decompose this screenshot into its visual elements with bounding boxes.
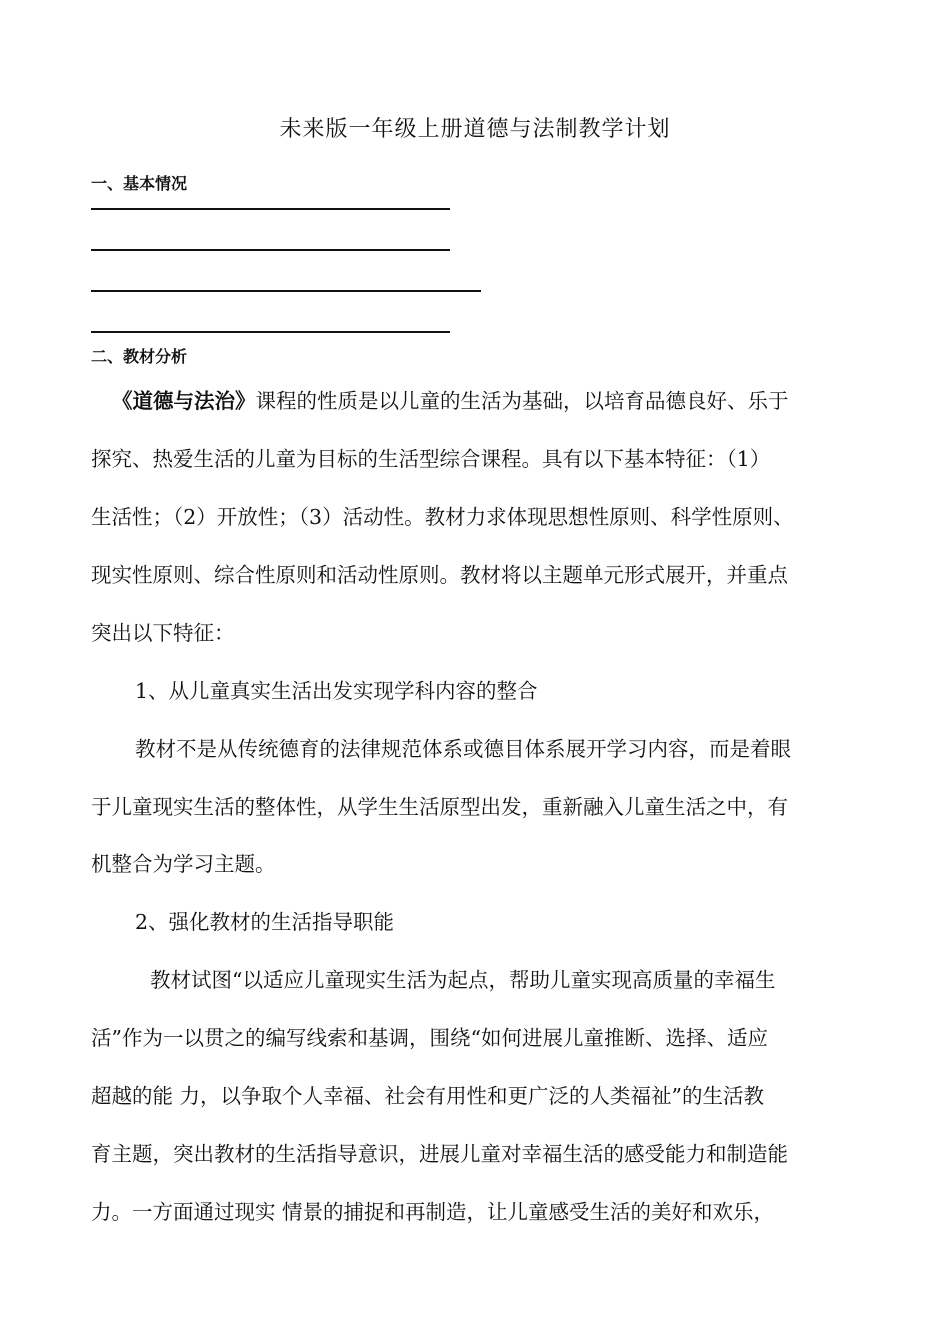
blank-fill-line xyxy=(91,290,481,292)
paragraph-line: 教材试图“以适应儿童现实生活为起点，帮助儿童实现高质量的幸福生 xyxy=(150,968,776,992)
paragraph-line: 教材不是从传统德育的法律规范体系或德目体系展开学习内容，而是着眼 xyxy=(135,737,791,761)
paragraph-line: 探究、热爱生活的儿童为目标的生活型综合课程。具有以下基本特征：（1） xyxy=(91,447,771,471)
section-heading-basic-situation: 一、基本情况 xyxy=(91,174,188,193)
paragraph-line: 于儿童现实生活的整体性，从学生生活原型出发，重新融入儿童生活之中，有 xyxy=(91,795,788,819)
paragraph-line: 超越的能 力，以争取个人幸福、社会有用性和更广泛的人类福祉”的生活教 xyxy=(91,1084,764,1108)
paragraph-text: 课程的性质是以儿童的生活为基础，以培育品德良好、乐于 xyxy=(255,389,789,413)
document-title: 未来版一年级上册道德与法制教学计划 xyxy=(279,117,671,142)
paragraph-line: 育主题，突出教材的生活指导意识，进展儿童对幸福生活的感受能力和制造能 xyxy=(91,1142,788,1166)
paragraph-line xyxy=(112,384,902,414)
blank-fill-line xyxy=(91,208,450,210)
paragraph-line: 生活性；（2）开放性；（3）活动性。教材力求体现思想性原则、科学性原则、 xyxy=(91,505,794,529)
course-name: 《道德与法治》 xyxy=(112,389,256,413)
paragraph-line: 力。一方面通过现实 情景的捕捉和再制造，让儿童感受生活的美好和欢乐， xyxy=(91,1200,775,1224)
subheading-1: 1、从儿童真实生活出发实现学科内容的整合 xyxy=(135,679,538,703)
paragraph-line: 活”作为一以贯之的编写线索和基调，围绕“如何进展儿童推断、选择、适应 xyxy=(91,1026,768,1050)
blank-fill-line xyxy=(91,331,450,333)
subheading-2: 2、强化教材的生活指导职能 xyxy=(135,910,395,934)
paragraph-line: 突出以下特征： xyxy=(91,621,235,645)
blank-fill-line xyxy=(91,249,450,251)
paragraph-line: 现实性原则、综合性原则和活动性原则。教材将以主题单元形式展开，并重点 xyxy=(91,563,788,587)
paragraph-line: 机整合为学习主题。 xyxy=(91,852,276,876)
section-heading-textbook-analysis: 二、教材分析 xyxy=(91,347,188,366)
